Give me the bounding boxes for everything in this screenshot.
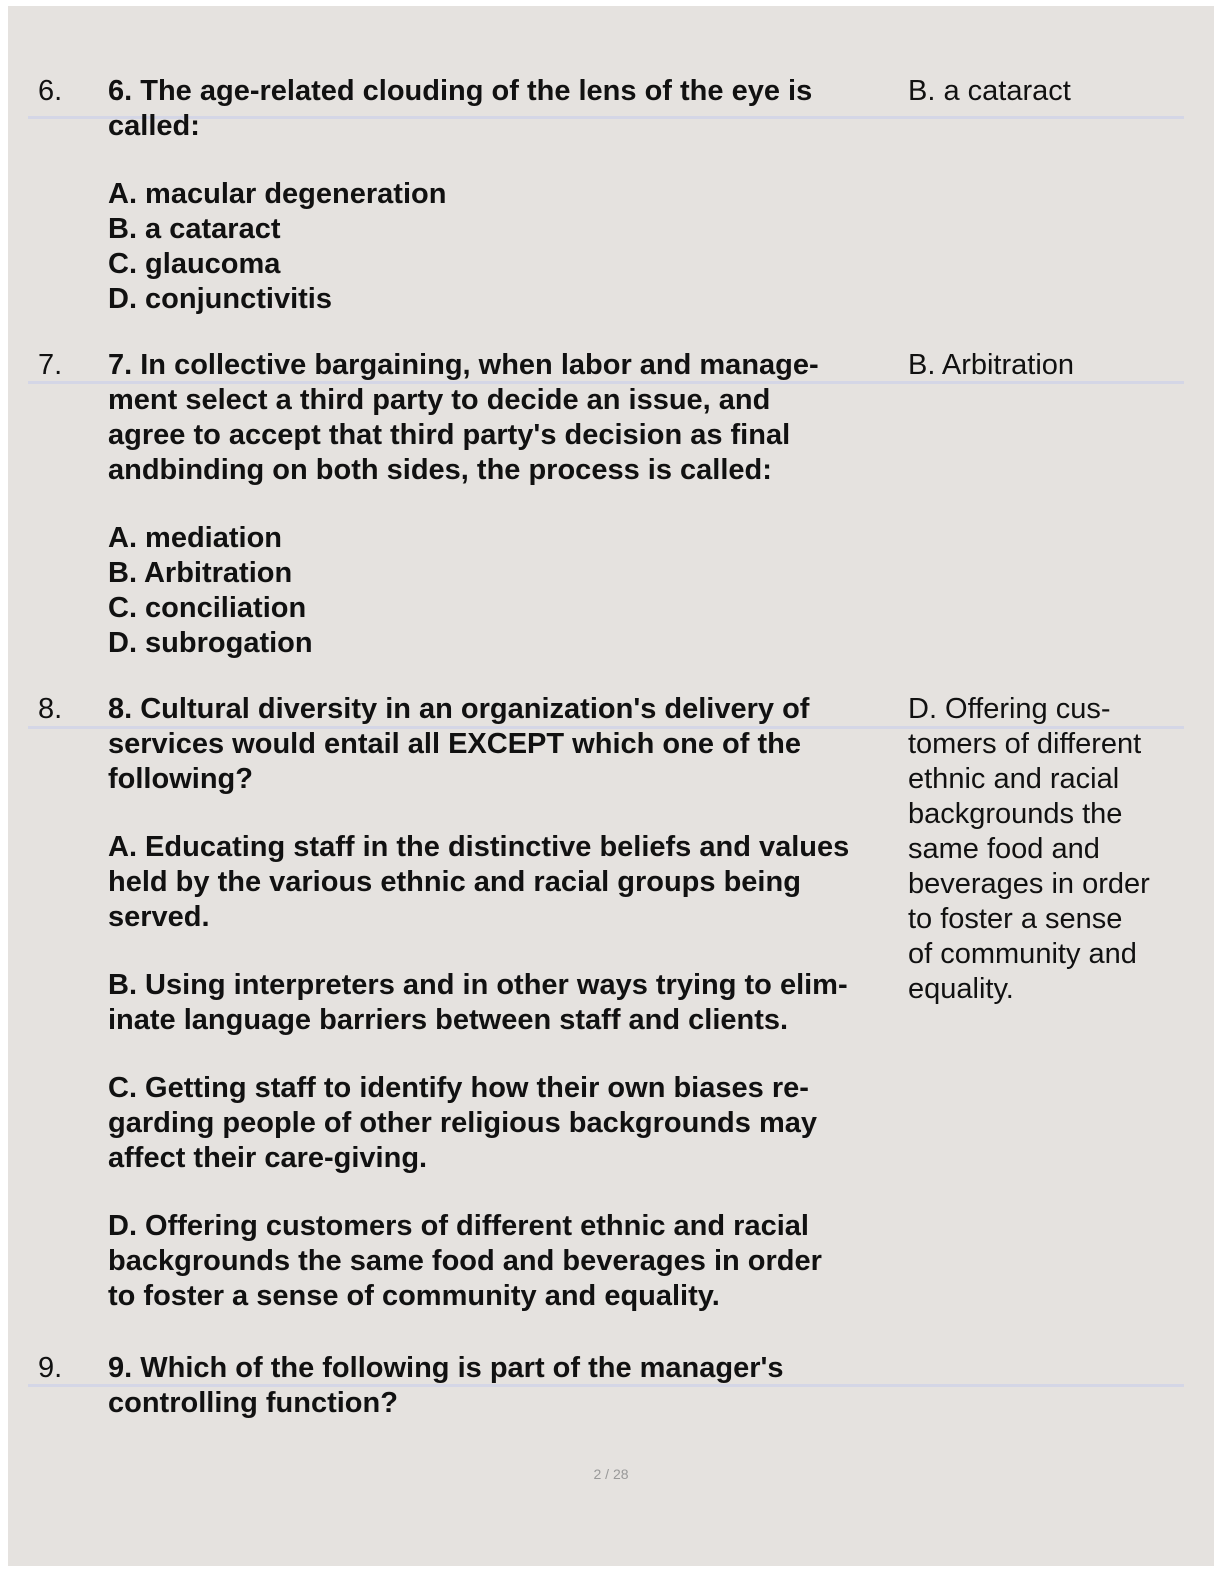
answer-text: of community and [908,938,1137,970]
question-number: 8. [38,693,63,725]
answer-block [908,348,1208,383]
answer-text: equality. [908,973,1014,1005]
question-text: agree to accept that third party's decision as final [108,419,791,451]
option-c: C. conciliation [108,592,307,624]
answer-block [908,692,1208,1007]
option-d: D. subrogation [108,627,313,659]
option-a: A. Educating staff in the distinctive beliefs and values [108,831,850,863]
question-block [108,348,908,661]
option-c: garding people of other religious backgrounds may [108,1107,817,1139]
option-b: B. Arbitration [108,557,293,589]
answer-text: to foster a sense [908,903,1123,935]
option-a: A. macular degeneration [108,178,447,210]
option-a: served. [108,901,210,933]
answer-text: tomers of different [908,728,1142,760]
question-text: 7. In collective bargaining, when labor and manage- [108,349,819,381]
answer-block [908,74,1208,109]
question-number: 6. [38,75,63,107]
question-text: controlling function? [108,1387,398,1419]
question-text: 6. The age-related clouding of the lens of the eye is [108,75,813,107]
question-text: 9. Which of the following is part of the manager's [108,1352,784,1384]
option-d: backgrounds the same food and beverages in order [108,1245,822,1277]
question-text: ment select a third party to decide an issue, and [108,384,771,416]
option-d: to foster a sense of community and equality. [108,1280,720,1312]
option-d: D. Offering customers of different ethnic and racial [108,1210,809,1242]
question-text: following? [108,763,253,795]
option-a: held by the various ethnic and racial groups being [108,866,801,898]
option-b: B. a cataract [108,213,281,245]
option-c: C. glaucoma [108,248,281,280]
page-indicator: 2 / 28 [593,1466,629,1482]
answer-text: D. Offering cus- [908,693,1111,725]
question-number: 9. [38,1352,63,1384]
option-c: affect their care-giving. [108,1142,428,1174]
option-b: B. Using interpreters and in other ways trying to elim- [108,969,848,1001]
option-d: D. conjunctivitis [108,283,332,315]
question-block [108,1351,908,1421]
option-c: C. Getting staff to identify how their own biases re- [108,1072,809,1104]
option-b: inate language barriers between staff and clients. [108,1004,789,1036]
answer-text: B. Arbitration [908,349,1075,381]
answer-text: beverages in order [908,868,1150,900]
answer-text: same food and [908,833,1100,865]
question-text: 8. Cultural diversity in an organization's delivery of [108,693,810,725]
question-text: andbinding on both sides, the process is called: [108,454,772,486]
question-block [108,692,908,1314]
document-page [8,6,1214,1566]
question-text: called: [108,110,200,142]
answer-text: B. a cataract [908,75,1071,107]
answer-text: ethnic and racial [908,763,1120,795]
option-a: A. mediation [108,522,283,554]
question-text: services would entail all EXCEPT which one of the [108,728,801,760]
answer-text: backgrounds the [908,798,1123,830]
question-number: 7. [38,349,63,381]
question-block [108,74,908,317]
